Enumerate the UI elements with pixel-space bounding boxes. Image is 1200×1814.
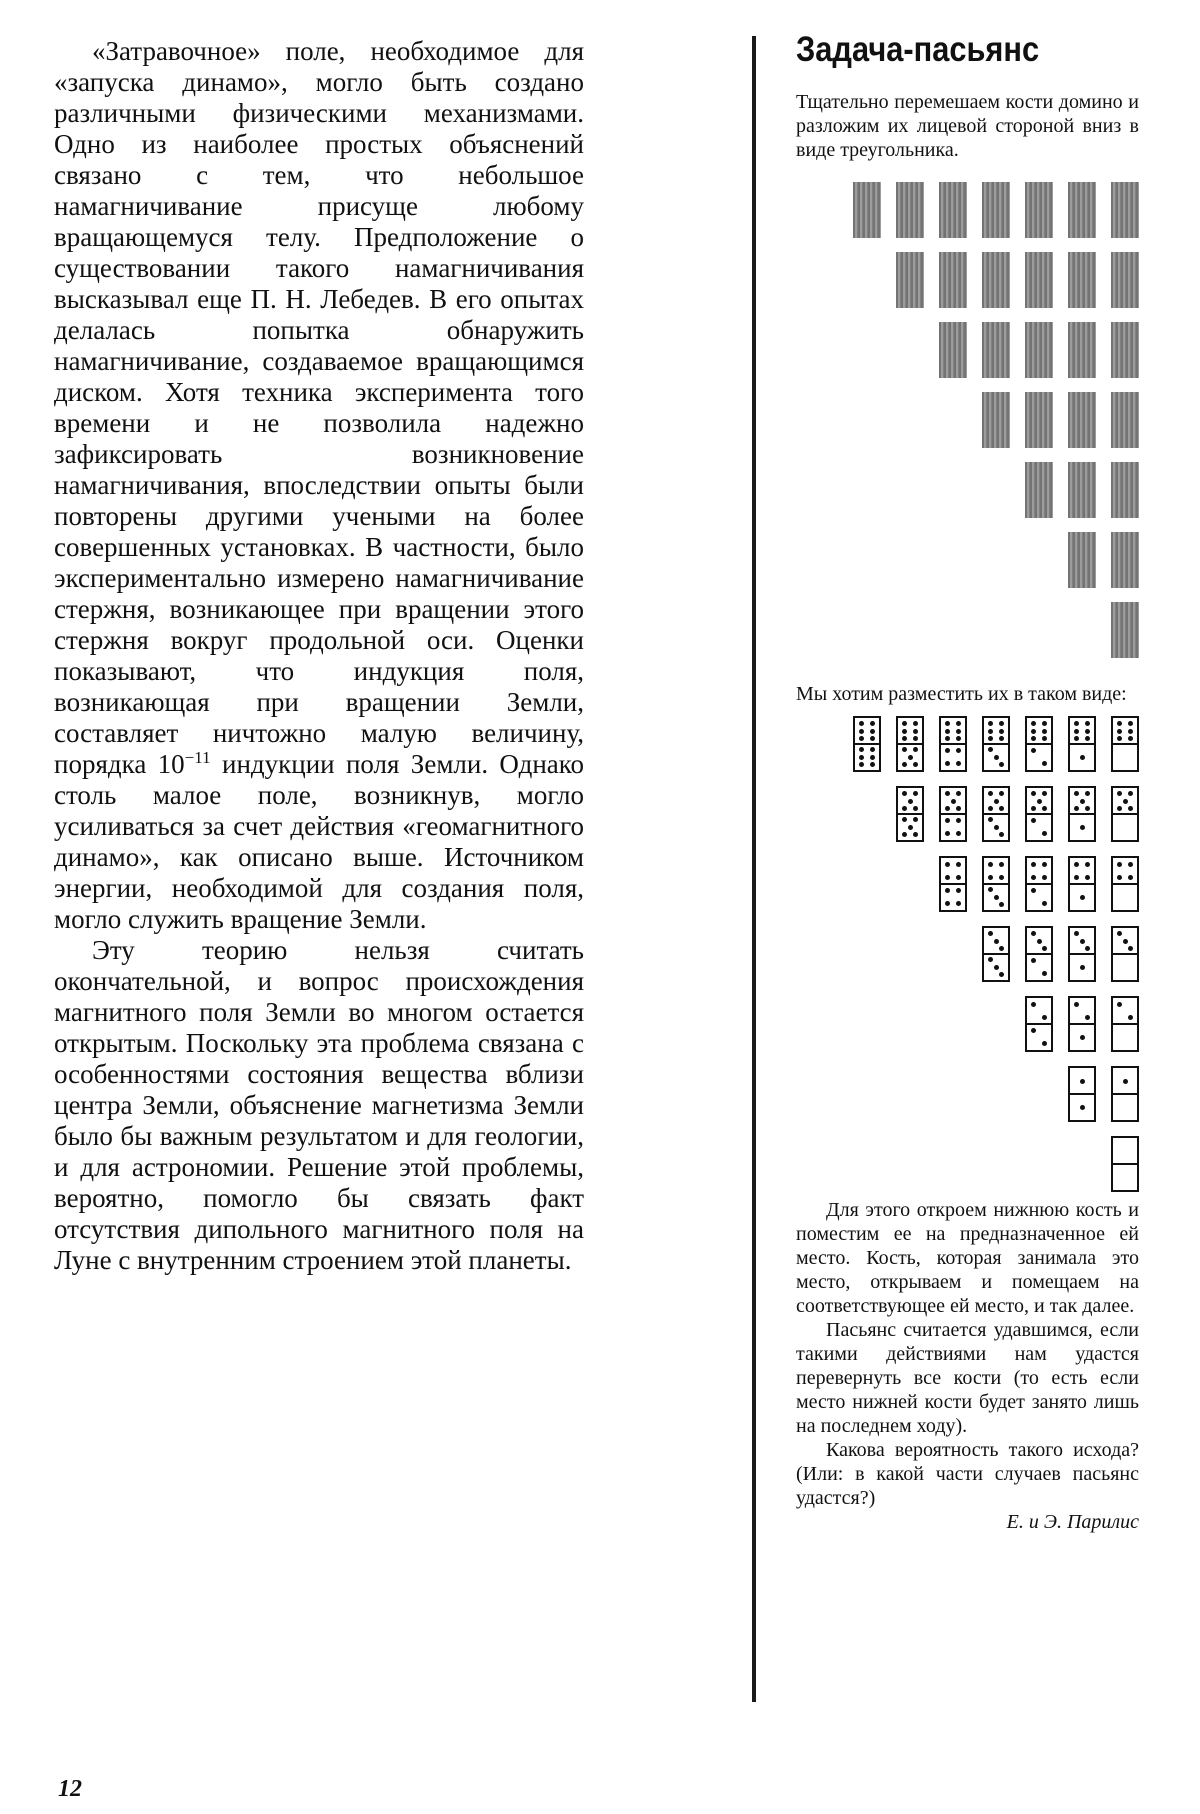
domino-half [1070,1094,1094,1120]
domino-pip [902,762,907,767]
domino-pip [1031,806,1036,811]
domino-half [941,788,965,814]
domino-half [1070,858,1094,884]
domino-pip [870,755,875,760]
domino-pip [988,806,993,811]
face-down-domino [1068,532,1096,588]
domino-3-2 [1025,926,1053,982]
domino-pip [1031,791,1036,796]
domino-pip [902,747,907,752]
face-down-domino [1025,462,1053,518]
domino-pip [870,762,875,767]
domino-pip [999,862,1004,867]
domino-pip [988,736,993,741]
face-down-domino [1025,392,1053,448]
face-down-domino [939,252,967,308]
domino-half [1027,954,1051,980]
face-down-domino [1111,392,1139,448]
domino-pip [1128,875,1133,880]
domino-pip [1074,1002,1079,1007]
domino-pip [1080,1105,1085,1110]
domino-pip [913,762,918,767]
domino-half [898,744,922,770]
domino-pip [1128,729,1133,734]
face-down-domino [896,252,924,308]
domino-1-0 [1111,1066,1139,1122]
domino-pip [988,931,993,936]
domino-half [1070,814,1094,840]
domino-pip [859,721,864,726]
domino-pip [1042,1015,1047,1020]
domino-half [1027,788,1051,814]
domino-pip [1128,862,1133,867]
domino-pip [999,729,1004,734]
domino-6-2 [1025,716,1053,772]
domino-pip [945,831,950,836]
face-down-domino [1111,322,1139,378]
domino-pip [1037,799,1042,804]
domino-half [941,814,965,840]
domino-pip [1085,729,1090,734]
domino-half [1027,718,1051,744]
domino-pip [956,729,961,734]
domino-pip [1031,1002,1036,1007]
domino-half [1070,954,1094,980]
domino-pip [945,888,950,893]
domino-5-4 [939,786,967,842]
domino-pip [1031,721,1036,726]
domino-pip [913,791,918,796]
domino-5-2 [1025,786,1053,842]
domino-pip [999,946,1004,951]
domino-pip [859,729,864,734]
domino-pip [902,817,907,822]
domino-pip [956,736,961,741]
domino-pip [1042,721,1047,726]
domino-half [1070,998,1094,1024]
domino-pip [1117,862,1122,867]
domino-half [984,718,1008,744]
domino-half [1070,1068,1094,1094]
domino-pip [870,736,875,741]
domino-pip [902,736,907,741]
domino-pip [1042,761,1047,766]
domino-pip [1117,736,1122,741]
domino-half [1027,998,1051,1024]
domino-6-6 [853,716,881,772]
column-divider [752,36,756,1702]
domino-pip [1042,971,1047,976]
domino-pip [1031,748,1036,753]
domino-pip [1080,1079,1085,1084]
face-down-domino [939,322,967,378]
domino-pip [913,832,918,837]
face-down-domino [1111,462,1139,518]
domino-pip [870,729,875,734]
domino-half [1027,1024,1051,1050]
face-down-domino [1111,532,1139,588]
domino-half [1070,1024,1094,1050]
page-number: 12 [58,1776,82,1802]
domino-pip [988,862,993,867]
domino-1-1 [1068,1066,1096,1122]
puzzle-intro: Тщательно перемешаем кости домино и разложим их лицевой стороной вниз в виде треугольника. [796,91,1139,161]
domino-5-0 [1111,786,1139,842]
domino-pip [1031,862,1036,867]
puzzle-success-condition: Пасьянс считается удавшимся, если такими действиями нам удастся перевернуть все кости (то есть если место нижней кости будет занято лишь на последнем ходу). [796,1319,1139,1437]
domino-pip [870,721,875,726]
domino-pip [1085,721,1090,726]
domino-3-0 [1111,926,1139,982]
domino-4-3 [982,856,1010,912]
face-down-domino [982,392,1010,448]
domino-pip [859,755,864,760]
domino-pip [1042,1041,1047,1046]
domino-pip [1042,791,1047,796]
domino-pip [1080,1035,1085,1040]
face-down-domino [1111,252,1139,308]
domino-pip [945,748,950,753]
domino-pip [1042,736,1047,741]
domino-half [1113,814,1137,840]
domino-pip [999,902,1004,907]
domino-4-0 [1111,856,1139,912]
domino-pip [945,736,950,741]
domino-half [1027,814,1051,840]
domino-pip [994,799,999,804]
exponent: −11 [184,748,211,767]
domino-half [1113,1068,1137,1094]
domino-pip [1042,806,1047,811]
domino-pip [1074,729,1079,734]
face-down-domino [1068,182,1096,238]
domino-half [1027,858,1051,884]
domino-pip [956,831,961,836]
domino-pip [1031,818,1036,823]
face-down-domino [1068,322,1096,378]
domino-half [941,884,965,910]
domino-pip [859,736,864,741]
domino-pip [956,901,961,906]
domino-pip [988,791,993,796]
domino-pip [1117,875,1122,880]
domino-6-1 [1068,716,1096,772]
domino-pip [913,817,918,822]
domino-pip [999,736,1004,741]
domino-half [898,788,922,814]
domino-pip [1074,862,1079,867]
puzzle-arrange-text: Мы хотим разместить их в таком виде: [796,683,1127,705]
domino-pip [999,875,1004,880]
face-down-domino [1025,322,1053,378]
domino-half [1113,1138,1137,1164]
domino-0-0 [1111,1136,1139,1192]
face-down-domino [982,322,1010,378]
domino-pip [1080,799,1085,804]
domino-pip [956,791,961,796]
domino-pip [1117,806,1122,811]
domino-half [941,718,965,744]
face-down-domino [1025,252,1053,308]
domino-pip [994,939,999,944]
domino-pip [1042,946,1047,951]
domino-pip [945,901,950,906]
domino-pip [988,957,993,962]
domino-pip [956,875,961,880]
domino-6-0 [1111,716,1139,772]
domino-pip [902,729,907,734]
domino-6-5 [896,716,924,772]
domino-pip [1128,721,1133,726]
face-up-domino-triangle [796,716,1139,1198]
domino-4-1 [1068,856,1096,912]
domino-pip [999,791,1004,796]
domino-half [1070,928,1094,954]
domino-pip [859,747,864,752]
domino-pip [1085,806,1090,811]
domino-half [1070,788,1094,814]
domino-half [1113,928,1137,954]
domino-pip [1080,895,1085,900]
domino-pip [1117,1002,1122,1007]
face-down-domino [1068,392,1096,448]
domino-pip [999,832,1004,837]
domino-pip [999,721,1004,726]
domino-pip [994,965,999,970]
domino-pip [913,806,918,811]
puzzle-author: Е. и Э. Парилис [1006,1511,1139,1533]
domino-pip [1042,831,1047,836]
article-paragraph-2: Эту теорию нельзя считать окончательной, и вопрос происхождения магнитного поля Земли во многом остается открытым. Поскольку эта проблема связана с особенностями состояния вещества вблизи центра Земли, объяснение магнетизма Земли было бы важным результатом и для геологии, и для астрономии. Решение этой проблемы, вероятно, помогло бы связать факт отсутствия дипольного магнитного поля на Луне с внутренним строением этой планеты. [54,935,584,1275]
domino-pip [956,888,961,893]
domino-pip [908,825,913,830]
domino-pip [994,755,999,760]
domino-half [1027,744,1051,770]
puzzle-title: Задача-пасьянс [796,30,1040,69]
domino-half [1113,788,1137,814]
domino-4-2 [1025,856,1053,912]
domino-pip [1085,1015,1090,1020]
domino-pip [1117,791,1122,796]
domino-pip [913,729,918,734]
domino-pip [1123,939,1128,944]
domino-half [984,858,1008,884]
domino-pip [1128,806,1133,811]
domino-pip [859,762,864,767]
domino-pip [951,799,956,804]
domino-pip [1123,799,1128,804]
domino-pip [1085,791,1090,796]
puzzle-sidebar [796,28,1139,1534]
domino-pip [1042,729,1047,734]
domino-pip [908,799,913,804]
domino-pip [1117,721,1122,726]
domino-pip [902,806,907,811]
domino-pip [1085,946,1090,951]
domino-pip [902,832,907,837]
domino-5-3 [982,786,1010,842]
domino-pip [1080,939,1085,944]
domino-pip [1123,1079,1128,1084]
domino-pip [994,825,999,830]
domino-pip [1074,791,1079,796]
domino-5-5 [896,786,924,842]
domino-half [1113,1164,1137,1190]
domino-pip [1074,875,1079,880]
domino-2-2 [1025,996,1053,1052]
domino-half [941,858,965,884]
domino-pip [999,762,1004,767]
domino-half [1113,998,1137,1024]
domino-pip [945,875,950,880]
domino-pip [956,818,961,823]
domino-pip [1042,862,1047,867]
domino-pip [1128,1015,1133,1020]
domino-pip [945,729,950,734]
face-down-domino [896,182,924,238]
face-down-domino [982,182,1010,238]
domino-half [1113,744,1137,770]
domino-half [984,928,1008,954]
domino-pip [945,818,950,823]
domino-pip [1080,965,1085,970]
domino-pip [1042,875,1047,880]
domino-half [941,744,965,770]
puzzle-question: Какова вероятность такого исхода? (Или: в какой части случаев пасьянс удастся?) [796,1439,1139,1509]
domino-half [1113,718,1137,744]
domino-pip [956,761,961,766]
domino-pip [988,887,993,892]
face-down-domino-triangle [796,182,1139,682]
domino-pip [908,755,913,760]
article-paragraph-1: «Затравочное» поле, необходимое для «запуска динамо», могло быть создано различными физическими механизмами. Одно из наиболее простых объяснений связано с тем, что небольшое намагничивание присуще любому вращающемуся телу. Предположение о существовании такого намагничивания высказывал еще П. Н. Лебедев. В его опытах делалась попытка обнаружить намагничивание, создаваемое вращающимся диском. Хотя техника эксперимента того времени и не позволила надежно зафиксировать возникновение намагничивания, впоследствии опыты были повторены другими учеными на более совершенных установках. В частности, было экспериментально измерено намагничивание стержня, возникающее при вращении этого стержня вокруг продольной оси. Оценки показывают, что индукция поля, возникающая при вращении Земли, составляет ничтожно малую величину, порядка $10^{-11}$ индукции поля Земли. Однако столь малое поле, возникнув, могло усиливаться за счет действия «геомагнитного динамо», как описано выше. Источником энергии, необходимой для создания поля, могло служить вращение Земли. [54,36,584,934]
domino-pip [988,729,993,734]
domino-pip [1117,931,1122,936]
domino-pip [1074,931,1079,936]
domino-half [855,718,879,744]
domino-pip [1074,736,1079,741]
domino-pip [1080,755,1085,760]
domino-pip [902,721,907,726]
domino-half [1070,718,1094,744]
domino-pip [988,875,993,880]
domino-pip [945,862,950,867]
domino-pip [956,806,961,811]
face-down-domino [939,182,967,238]
domino-half [984,814,1008,840]
domino-half [1113,858,1137,884]
domino-half [1027,884,1051,910]
domino-2-1 [1068,996,1096,1052]
domino-half [1113,884,1137,910]
domino-pip [1031,1028,1036,1033]
domino-half [1070,744,1094,770]
domino-pip [1085,875,1090,880]
face-down-domino [982,252,1010,308]
article-column [54,36,584,1276]
domino-pip [1085,736,1090,741]
domino-pip [913,747,918,752]
face-down-domino [1068,462,1096,518]
domino-pip [1042,901,1047,906]
domino-pip [945,761,950,766]
domino-half [1027,928,1051,954]
domino-pip [1031,888,1036,893]
domino-pip [994,895,999,900]
domino-3-1 [1068,926,1096,982]
domino-pip [902,791,907,796]
domino-pip [1074,806,1079,811]
domino-pip [1031,958,1036,963]
domino-pip [956,721,961,726]
domino-half [1070,884,1094,910]
domino-6-4 [939,716,967,772]
face-down-domino [1068,252,1096,308]
domino-pip [988,721,993,726]
domino-half [1113,954,1137,980]
domino-pip [913,721,918,726]
domino-pip [1128,946,1133,951]
domino-2-0 [1111,996,1139,1052]
domino-pip [945,721,950,726]
domino-pip [1037,939,1042,944]
domino-half [984,744,1008,770]
face-down-domino [1025,182,1053,238]
domino-5-1 [1068,786,1096,842]
domino-pip [870,747,875,752]
domino-pip [945,806,950,811]
domino-pip [1085,862,1090,867]
face-down-domino [853,182,881,238]
domino-pip [988,817,993,822]
domino-pip [988,747,993,752]
domino-half [1113,1094,1137,1120]
domino-pip [913,736,918,741]
domino-pip [1128,791,1133,796]
domino-pip [999,972,1004,977]
domino-pip [956,862,961,867]
domino-pip [1031,875,1036,880]
domino-pip [999,806,1004,811]
domino-half [984,884,1008,910]
domino-half [984,788,1008,814]
face-down-domino [1111,602,1139,658]
domino-pip [1128,736,1133,741]
domino-6-3 [982,716,1010,772]
domino-half [855,744,879,770]
domino-half [898,718,922,744]
domino-3-3 [982,926,1010,982]
domino-pip [1080,825,1085,830]
domino-pip [1031,736,1036,741]
domino-pip [1074,721,1079,726]
domino-half [898,814,922,840]
domino-pip [1031,729,1036,734]
face-down-domino [1111,182,1139,238]
domino-pip [945,791,950,796]
domino-4-4 [939,856,967,912]
domino-pip [956,748,961,753]
domino-pip [1117,729,1122,734]
domino-half [1113,1024,1137,1050]
domino-half [984,954,1008,980]
puzzle-procedure: Для этого откроем нижнюю кость и поместим ее на предназначенное ей место. Кость, которая занимала это место, открываем и помещаем на соответствующее ей место, и так далее. [796,1199,1139,1317]
domino-pip [1031,931,1036,936]
